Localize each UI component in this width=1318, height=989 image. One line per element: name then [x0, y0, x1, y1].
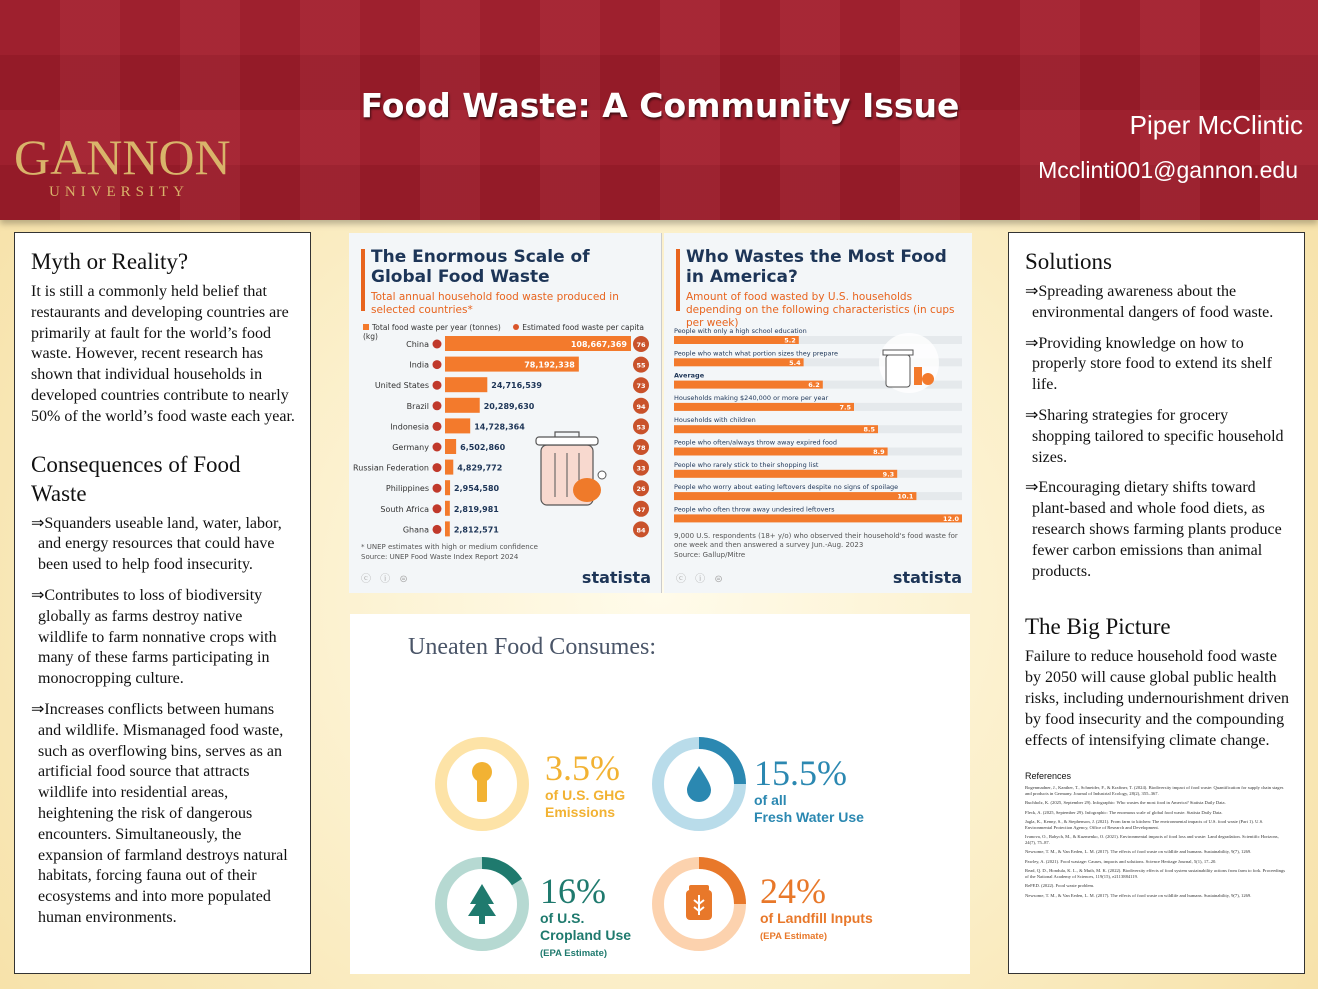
waste-value-label: 7.5 [839, 403, 851, 412]
flag-icon [433, 360, 442, 369]
country-label: United States [374, 381, 429, 391]
country-label: China [406, 340, 429, 349]
waste-value-label: 5.4 [789, 358, 801, 367]
stat-cropland: 16% of U.S. Cropland Use (EPA Estimate) [540, 871, 632, 959]
flag-icon [433, 484, 442, 493]
waste-value-label: 6.2 [808, 381, 820, 390]
uneaten-title: Uneaten Food Consumes: [408, 634, 656, 660]
country-label: South Africa [380, 504, 429, 514]
country-label: Ghana [402, 525, 429, 535]
myth-heading: Myth or Reality? [31, 249, 189, 274]
reference-item: Ivanova, O., Babych, M., & Kuzmenko, O. (2021). Environmental impacts of food loss and waste: Land degradation. Scientific Horizons, 24(7), 75–87. [1025, 834, 1279, 845]
reference-item: Read, Q. D., Hondula, K. L., & Muth, M. K. (2022). Biodiversity effects of food system sustainability actions from farm to fork. Proceedings of the National Academy of Sciences, 119(15), e2113884119. [1025, 868, 1286, 879]
right-panel [1008, 232, 1305, 974]
waste-value-label: 9.3 [882, 470, 895, 479]
total-bar [445, 439, 456, 454]
per-capita-label: 53 [636, 423, 646, 432]
water-ring-icon [649, 734, 749, 834]
waste-bar [674, 425, 878, 433]
waste-bar [674, 448, 888, 456]
global-food-waste-chart [349, 233, 662, 593]
per-capita-label: 94 [636, 402, 646, 411]
cc-icons: ⓒ ⓘ ⊜ [361, 574, 411, 585]
flag-icon [433, 525, 442, 534]
chart-note: 9,000 U.S. respondents (18+ y/o) who observed their household's food waste for one week and then answered a survey Jun.-Aug. 2023 [674, 532, 958, 549]
author-email[interactable]: Mcclinti001@gannon.edu [1038, 157, 1298, 183]
reference-item: Jagla, K., Kenny, S., & Stephenson, J. (2021). From farm to kitchen: The environmental impacts of U.S. food waste (Part 1). U.S. Environmental Protection Agency, Office of Research and Development. [1025, 819, 1264, 830]
flag-icon [433, 340, 442, 349]
waste-value-label: 8.5 [863, 425, 875, 434]
reference-item: Newsome, T. M., & Van Eeden, L. M. (2017). The effects of food waste on wildlife and humans. Sustainability, 9(7), 1269. [1025, 892, 1252, 898]
total-bar [445, 418, 470, 433]
total-value-label: 4,829,772 [457, 463, 503, 473]
flag-icon [433, 381, 442, 390]
total-value-label: 20,289,630 [483, 401, 535, 411]
gannon-logo [14, 129, 231, 201]
poster-title: Food Waste: A Community Issue [360, 86, 960, 125]
chart-title: Who Wastes the Most Food in America? [686, 247, 947, 287]
poster-header [0, 0, 1318, 220]
consequence-item: ⇒Squanders useable land, water, labor, and energy resources that could have been used to help food insecurity. [31, 514, 282, 574]
references-heading: References [1025, 771, 1072, 782]
total-bar [445, 398, 480, 413]
big-picture-heading: The Big Picture [1025, 614, 1171, 640]
stat-ghg: 3.5% of U.S. GHG Emissions [545, 748, 626, 820]
left-panel [14, 232, 311, 974]
total-value-label: 2,819,981 [453, 504, 499, 514]
reference-item: Bogenmadner, J., Kanther, T., Schneider, F., & Kraftner, T. (2024). Biodiversity impact of food waste: Quantification for supply chain stages and products in Germany. Journal of Industrial Ecology, 28(2), 355–367. [1025, 785, 1284, 796]
category-label: People who worry about eating leftovers despite no signs of spoilage [674, 483, 899, 492]
per-capita-label: 55 [636, 361, 646, 370]
category-label: Households with children [674, 416, 756, 425]
legend-total: Total food waste per year (tonnes) [372, 323, 501, 332]
consequence-item: ⇒Increases conflicts between humans and wildlife. Mismanaged food waste, such as overflowing bins, serves as an artificial food source that attracts wildlife into residential areas, heightening the risk of dangerous encounters. Simultaneously, the expansion of farmland destroys natural habitats, forcing fauna out of their ecosystems and into more populated human environments. [31, 700, 288, 926]
total-bar [445, 521, 450, 536]
reference-item: Buchholz, K. (2025, September 29). Infographic: Who wastes the most food in America? Statista Daily Data. [1025, 800, 1226, 806]
logo-main: GANNON [14, 129, 231, 185]
waste-value-label: 10.1 [897, 492, 914, 501]
total-value-label: 6,502,860 [460, 443, 506, 452]
chart-note: * UNEP estimates with high or medium confidence [361, 543, 538, 551]
category-label: People who often throw away undesired leftovers [674, 505, 835, 514]
waste-value-label: 12.0 [942, 514, 959, 523]
country-label: Philippines [385, 484, 429, 494]
waste-bar [674, 470, 897, 478]
global-waste-bars [349, 333, 662, 553]
big-picture-paragraph: Failure to reduce household food waste by 2050 will cause global public health risks, including undernourishment driven by food insecurity and the compounding effects of intensifying climate change. [1025, 648, 1289, 749]
total-value-label: 2,812,571 [453, 525, 499, 535]
us-food-waste-chart [664, 233, 972, 593]
category-label: People with only a high school education [674, 327, 807, 335]
reference-item: Fleck, A. (2025, September 29). Infographic: The enormous scale of global food waste. Statista Daily Data. [1025, 809, 1223, 815]
solution-item: ⇒Spreading awareness about the environmental dangers of food waste. [1025, 283, 1274, 321]
bins-illustration [879, 333, 939, 393]
statista-logo: statista [892, 568, 962, 587]
total-bar [445, 480, 450, 495]
myth-paragraph: It is still a commonly held belief that restaurants and developing countries are primarily at fault for the world’s food waste. However, recent research has shown that individual households in developed countries contribute to nearly 50% of the world’s food waste each year. [31, 283, 295, 425]
legend-per-capita: Estimated food waste per capita (kg) [363, 323, 644, 341]
country-label: Germany [392, 443, 429, 452]
total-value-label: 78,192,338 [524, 360, 575, 370]
total-bar [445, 460, 453, 475]
waste-bar [674, 358, 804, 366]
trash-can-illustration [536, 432, 606, 505]
country-label: Russian Federation [353, 463, 429, 473]
us-waste-bars [664, 323, 972, 523]
waste-bar [674, 336, 799, 344]
ghg-ring-icon [432, 734, 532, 834]
flag-icon [433, 443, 442, 452]
total-value-label: 2,954,580 [454, 484, 500, 494]
chart-subtitle: Total annual household food waste produced in selected countries* [371, 291, 619, 316]
country-label: Brazil [406, 401, 429, 411]
total-bar [445, 501, 450, 516]
reference-item: ReFED. (2022). Food waste problem. [1025, 883, 1095, 889]
waste-bar [674, 492, 916, 500]
per-capita-label: 47 [636, 505, 646, 514]
solution-item: ⇒Sharing strategies for grocery shopping tailored to specific household sizes. [1025, 406, 1284, 466]
per-capita-label: 76 [636, 341, 646, 349]
references-list [1025, 785, 1290, 898]
waste-value-label: 8.9 [873, 448, 885, 456]
uneaten-food-infographic [350, 614, 970, 974]
category-label: Average [674, 371, 705, 380]
consequences-heading: Consequences of Food Waste [31, 451, 241, 506]
waste-bar [674, 403, 854, 411]
chart-title: The Enormous Scale of Global Food Waste [371, 247, 590, 287]
waste-value-label: 5.2 [784, 336, 796, 345]
reference-item: Newsome, T. M., & Van Eeden, L. M. (2017). The effects of food waste on wildlife and humans. Sustainability, 9(7), 1269. [1025, 849, 1252, 855]
per-capita-label: 33 [636, 464, 646, 473]
statista-logo: statista [581, 568, 651, 587]
landfill-ring-icon [649, 854, 749, 954]
flag-icon [433, 422, 442, 431]
total-value-label: 14,728,364 [474, 422, 525, 432]
category-label: People who rarely stick to their shopping list [674, 460, 819, 469]
per-capita-label: 84 [636, 526, 646, 535]
category-label: Households making $240,000 or more per year [674, 393, 829, 402]
solutions-heading: Solutions [1025, 249, 1112, 274]
total-value-label: 108,667,369 [570, 340, 627, 349]
stat-landfill: 24% of Landfill Inputs (EPA Estimate) [760, 871, 873, 942]
total-bar [445, 377, 487, 392]
flag-icon [433, 401, 442, 410]
flag-icon [433, 463, 442, 472]
solution-item: ⇒Encouraging dietary shifts toward plant-based and whole food diets, as research shows farming plants produce fewer carbon emissions than animal products. [1025, 479, 1282, 580]
country-label: India [409, 360, 429, 370]
waste-bar [674, 381, 823, 389]
chart-source: Source: UNEP Food Waste Index Report 2024 [361, 553, 519, 561]
country-label: Indonesia [390, 422, 429, 432]
stat-water: 15.5% of all Fresh Water Use [754, 753, 864, 825]
author-name: Piper McClintic [1129, 110, 1303, 140]
chart-subtitle: Amount of food wasted by U.S. households depending on the following characteristics (in cups per week) [686, 291, 955, 329]
solution-item: ⇒Providing knowledge on how to properly store food to extend its shelf life. [1025, 334, 1272, 394]
category-label: People who often/always throw away expired food [674, 438, 838, 447]
category-label: People who watch what portion sizes they prepare [674, 349, 839, 358]
reference-item: Pawley, A. (2021). Food wastage: Causes, impacts and solutions. Science Heritage Journal, 5(1), 17–20. [1025, 858, 1217, 864]
cropland-ring-icon [432, 854, 532, 954]
per-capita-label: 78 [636, 444, 646, 452]
cc-icons: ⓒ ⓘ ⊜ [676, 574, 726, 585]
flag-icon [433, 504, 442, 513]
per-capita-label: 73 [636, 382, 646, 391]
consequence-item: ⇒Contributes to loss of biodiversity globally as farms destroy native wildlife to farm nonnative crops with many of these farms participating in monocropping culture. [31, 586, 277, 688]
total-value-label: 24,716,539 [491, 381, 542, 391]
per-capita-label: 26 [636, 485, 646, 494]
chart-source: Source: Gallup/Mitre [674, 551, 746, 559]
waste-bar [674, 514, 962, 522]
logo-sub: UNIVERSITY [49, 184, 189, 200]
